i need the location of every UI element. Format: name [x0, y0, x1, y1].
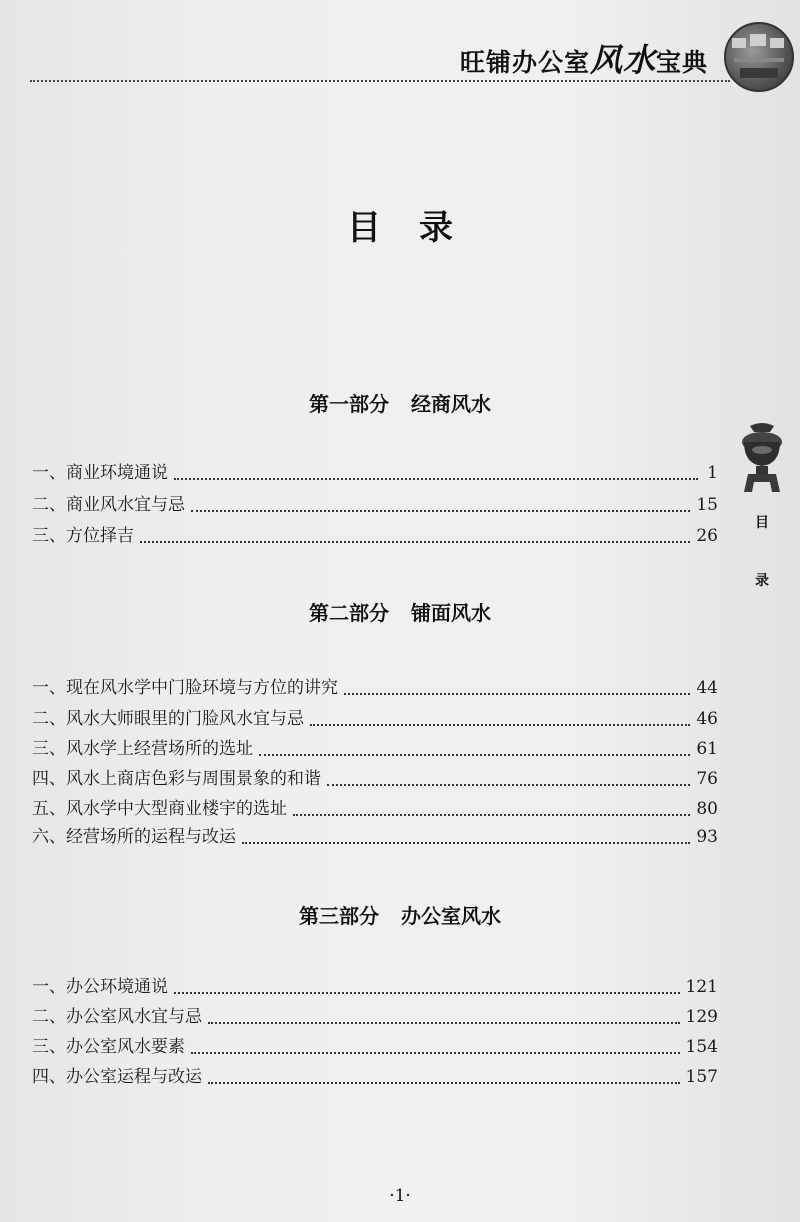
section-heading — [0, 900, 800, 929]
dot-leader — [208, 1022, 680, 1024]
toc-entry-label: 一、商业环境通说 — [32, 463, 168, 483]
toc-entry-label: 一、现在风水学中门脸环境与方位的讲究 — [32, 678, 338, 698]
toc-entry-page: 129 — [685, 1007, 718, 1027]
page-number: ·1· — [389, 1186, 411, 1206]
header-divider — [30, 80, 730, 82]
toc-entry[interactable] — [32, 458, 718, 488]
toc-entry[interactable] — [32, 521, 718, 551]
side-tab-char1: 目 — [755, 515, 769, 531]
toc-entry-page: 121 — [685, 977, 718, 997]
toc-entry-label: 二、办公室风水宜与忌 — [32, 1007, 202, 1027]
dot-leader — [293, 814, 690, 816]
toc-entry-page: 76 — [696, 769, 718, 789]
toc-entry-label: 二、风水大师眼里的门脸风水宜与忌 — [32, 709, 304, 729]
section-name: 经商风水 — [411, 392, 491, 416]
toc-entry[interactable] — [32, 764, 718, 794]
toc-entry[interactable] — [32, 734, 718, 764]
toc-entry-label: 四、风水上商店色彩与周围景象的和谐 — [32, 769, 321, 789]
section-part-label: 第二部分 — [309, 601, 389, 625]
section-heading — [0, 388, 800, 417]
toc-entry-label: 四、办公室运程与改运 — [32, 1067, 202, 1087]
side-tab-char2: 录 — [755, 573, 769, 589]
book-title-shui: 水 — [622, 41, 656, 79]
book-title-feng: 风 — [589, 41, 623, 79]
dot-leader — [310, 724, 690, 726]
toc-entry-label: 一、办公环境通说 — [32, 977, 168, 997]
toc-entry-label: 五、风水学中大型商业楼宇的选址 — [32, 799, 287, 819]
dot-leader — [327, 784, 690, 786]
toc-entry-label: 三、风水学上经营场所的选址 — [32, 739, 253, 759]
toc-entry-page: 15 — [696, 495, 718, 515]
toc-entry-page: 26 — [696, 526, 718, 546]
incense-burner-icon — [736, 420, 788, 496]
toc-entry-page: 154 — [685, 1037, 718, 1057]
dot-leader — [191, 510, 690, 512]
office-photo-icon — [724, 22, 794, 92]
toc-entry-label: 六、经营场所的运程与改运 — [32, 827, 236, 847]
book-title-part1: 旺铺办公室 — [459, 48, 590, 77]
toc-entry-label: 三、方位择吉 — [32, 526, 134, 546]
page-title: 目录 — [347, 208, 491, 248]
toc-entry-page: 61 — [696, 739, 718, 759]
book-title — [460, 42, 708, 78]
toc-entry[interactable] — [32, 1032, 718, 1062]
dot-leader — [140, 541, 690, 543]
toc-entry[interactable] — [32, 673, 718, 703]
section-heading — [0, 597, 800, 626]
book-title-part2: 宝典 — [655, 48, 708, 77]
section-name: 办公室风水 — [401, 904, 501, 928]
toc-entry-page: 80 — [696, 799, 718, 819]
dot-leader — [208, 1082, 680, 1084]
toc-entry-page: 1 — [707, 463, 718, 483]
toc-entry-page: 44 — [696, 678, 718, 698]
section-part-label: 第三部分 — [299, 904, 379, 928]
dot-leader — [344, 693, 690, 695]
dot-leader — [174, 478, 698, 480]
toc-entry[interactable] — [32, 1002, 718, 1032]
toc-entry[interactable] — [32, 1062, 718, 1092]
dot-leader — [191, 1052, 680, 1054]
dot-leader — [174, 992, 680, 994]
toc-entry[interactable] — [32, 794, 718, 824]
dot-leader — [259, 754, 690, 756]
toc-entry-page: 157 — [685, 1067, 718, 1087]
section-name: 铺面风水 — [411, 601, 491, 625]
toc-entry-page: 93 — [696, 827, 718, 847]
toc-entry[interactable] — [32, 822, 718, 852]
section-part-label: 第一部分 — [309, 392, 389, 416]
toc-entry-label: 三、办公室风水要素 — [32, 1037, 185, 1057]
toc-entry[interactable] — [32, 972, 718, 1002]
toc-entry[interactable] — [32, 490, 718, 520]
toc-entry-label: 二、商业风水宜与忌 — [32, 495, 185, 515]
toc-entry[interactable] — [32, 704, 718, 734]
toc-entry-page: 46 — [696, 709, 718, 729]
dot-leader — [242, 842, 690, 844]
